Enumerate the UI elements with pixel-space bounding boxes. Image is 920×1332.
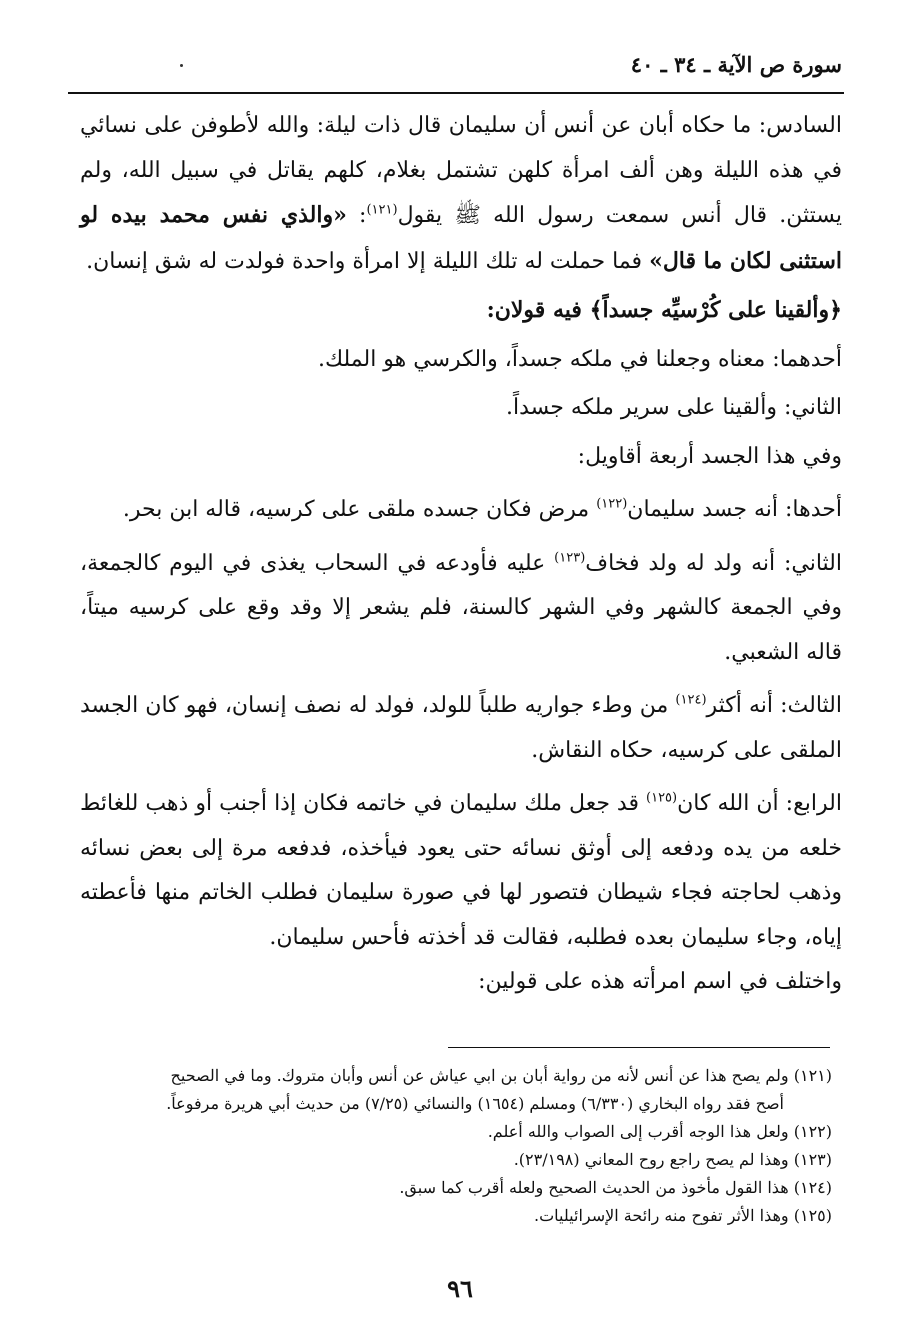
- colon: :: [346, 203, 367, 228]
- footnote-rule: [448, 1047, 830, 1048]
- paragraph-opinion-one: [80, 488, 842, 533]
- opinion-four-text: الرابع: أن الله كان: [677, 791, 842, 816]
- paragraph-second-view: الثاني: وألقينا على سرير ملكه جسداً.: [505, 395, 842, 420]
- paragraph-opinion-four: [80, 782, 842, 960]
- opinion-three-end: من وطء جواريه طلباً للولد، فولد له نصف إنسان، فهو كان الجسد الملقى على كرسيه، حكاه النقاش.: [80, 693, 842, 763]
- footnote-ref-124: (١٢٤): [675, 692, 707, 708]
- footnote-121: (١٢١) ولم يصح هذا عن أنس لأنه من رواية أبان بن ابي عياش عن أنس وأبان متروك. وما في الصحيح: [170, 1066, 832, 1085]
- paragraph-opinion-two: [80, 542, 842, 676]
- opinion-one-end: مرض فكان جسده ملقى على كرسيه، قاله ابن بحر.: [122, 497, 597, 522]
- header-rule: [68, 92, 844, 94]
- opinion-three-text: الثالث: أنه أكثر: [706, 693, 842, 718]
- running-head: سورة ص الآية ـ ٣٤ ـ ٤٠: [630, 52, 842, 77]
- footnote-ref-123: (١٢٣): [554, 550, 586, 566]
- hadith-quote: «والذي نفس محمد بيده لو استثنى لكان ما قال»: [80, 202, 842, 274]
- quran-verse: ﴿وألقينا على كُرْسيِّه جسداً﴾: [589, 297, 842, 323]
- footnote-121-continued: أصح فقد رواه البخاري (٦/٣٣٠) ومسلم (١٦٥٤) والنسائي (٧/٢٥) من حديث أبي هريرة مرفوعاً.: [166, 1094, 784, 1113]
- paragraph-first-view: أحدهما: معناه وجعلنا في ملكه جسداً، والكرسي هو الملك.: [317, 346, 842, 372]
- footnote-122: (١٢٢) ولعل هذا الوجه أقرب إلى الصواب والله أعلم.: [487, 1122, 832, 1141]
- main-text: [80, 104, 842, 1005]
- footnote-ref-122: (١٢٢): [596, 496, 628, 512]
- footnote-125: (١٢٥) وهذا الأثر تفوح منه رائحة الإسرائيليات.: [534, 1206, 832, 1225]
- verse-paragraph: [80, 288, 842, 334]
- footnote-ref-125: (١٢٥): [646, 790, 678, 806]
- footnotes: [80, 1062, 832, 1230]
- verse-intro: فيه قولان:: [486, 297, 590, 323]
- paragraph-sixth-text: السادس: ما حكاه أبان عن أنس أن سليمان قال ذات ليلة: والله لأطوفن على نسائي في هذه الليلة وهن ألف امرأة كلهن تشتمل بغلام، كلهم يقاتل في سبيل الله، ولم يستثن. قال أنس سمعت رسول الله ﷺ يقول: [80, 113, 842, 228]
- paragraph-four-opinions: وفي هذا الجسد أربعة أقاويل:: [577, 443, 842, 469]
- footnote-ref-121: (١٢١): [366, 202, 398, 218]
- opinion-one-text: أحدها: أنه جسد سليمان: [627, 497, 842, 522]
- paragraph-sixth-end: فما حملت له تلك الليلة إلا امرأة واحدة فولدت له شق إنسان.: [86, 248, 650, 274]
- footnote-123: (١٢٣) وهذا لم يصح راجع روح المعاني (٢٣/١٩٨).: [513, 1150, 832, 1169]
- footnote-124: (١٢٤) هذا القول مأخوذ من الحديث الصحيح ولعله أقرب كما سبق.: [399, 1178, 832, 1197]
- opinion-two-text: الثاني: أنه ولد له ولد فخاف: [585, 550, 843, 576]
- paragraph-opinion-three: [80, 684, 842, 773]
- opinion-two-end: عليه فأودعه في السحاب يغذى في اليوم كالجمعة، وفي الجمعة كالشهر وفي الشهر كالسنة، فلم يشعر إلا وقد وقع على كرسيه ميتاً، قاله الشعبي.: [80, 550, 842, 665]
- opinion-four-end: قد جعل ملك سليمان في خاتمه فكان إذا أجنب أو ذهب للغائط خلعه من يده ودفعه إلى أوثق نسائه حتى يعود فيأخذه، فدفعه مرة إلى بعض نسائه وذهب لحاجته فجاء شيطان فتصور لها في صورة سليمان فطلب الخاتم منها فأعطته إياه، وجاء سليمان بعده فطلبه، فقالت قد أخذته فأحس سليمان.: [80, 791, 842, 950]
- scan-speck: [180, 64, 183, 67]
- paragraph-wife-name: واختلف في اسم امرأته هذه على قولين:: [478, 969, 842, 994]
- paragraph-sixth: [80, 104, 842, 284]
- page-number: ٩٦: [447, 1274, 473, 1303]
